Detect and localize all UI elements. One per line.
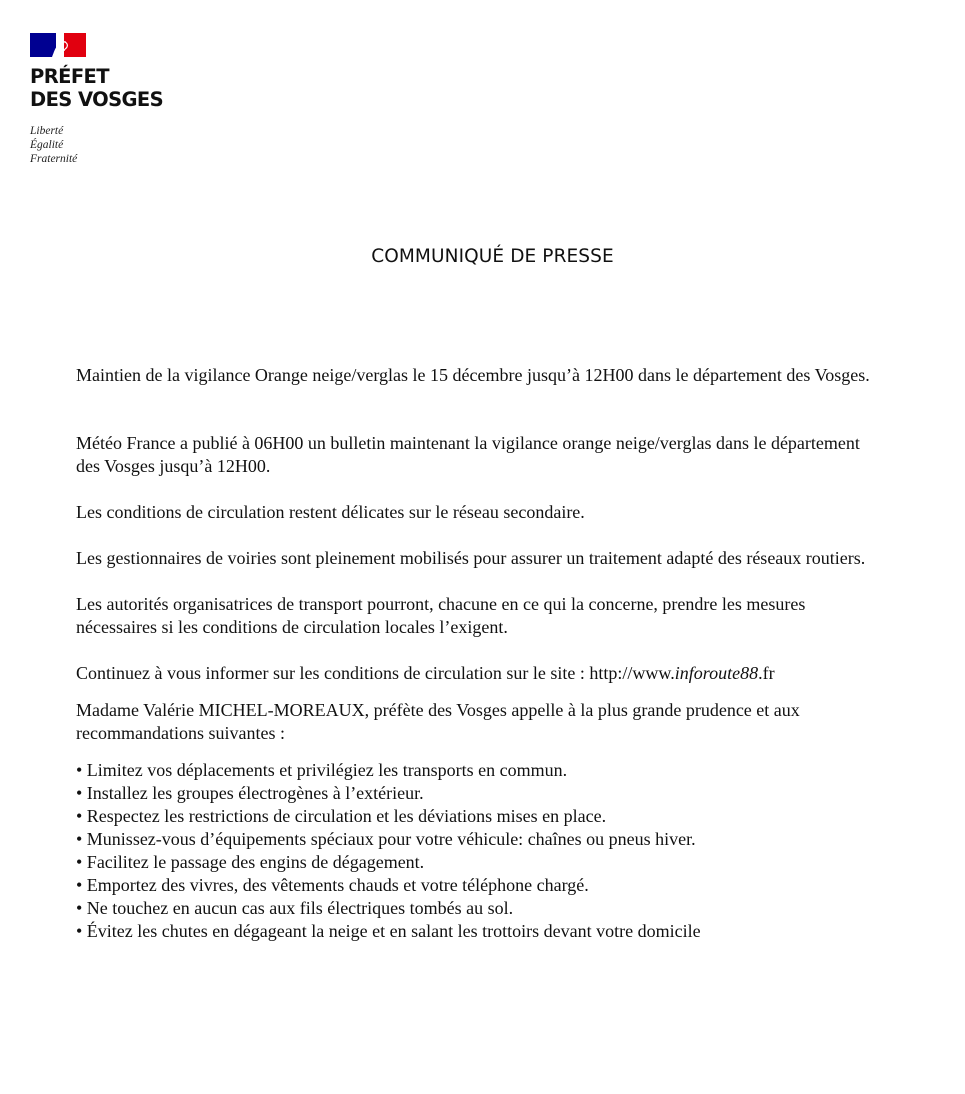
authority-name [30,65,230,111]
website-prefix: Continuez à vous informer sur les conditions de circulation sur le site : http://www. [76,663,675,683]
paragraph-website [76,662,886,685]
republic-motto [30,124,230,166]
motto-fraternite: Fraternité [30,153,78,165]
paragraph-conditions: Les conditions de circulation restent délicates sur le réseau secondaire. [76,502,585,522]
prefecture-header [30,33,230,166]
press-release-body [76,364,886,943]
motto-liberte: Liberté [30,125,64,137]
authority-line-2: DES VOSGES [30,88,164,111]
authority-line-1: PRÉFET [30,65,109,88]
website-suffix: .fr [758,663,775,683]
motto-egalite: Égalité [30,139,64,151]
list-item: • Respectez les restrictions de circulation et les déviations mises en place. [76,806,607,826]
paragraph-appeal: Madame Valérie MICHEL-MOREAUX, préfète des Vosges appelle à la plus grande prudence et aux recommandations suivantes : [76,700,800,743]
list-item: • Ne touchez en aucun cas aux fils électriques tombés au sol. [76,898,514,918]
paragraph-gestionnaires: Les gestionnaires de voiries sont pleinement mobilisés pour assurer un traitement adapté des réseaux routiers. [76,548,866,568]
recommendations-list [76,759,886,943]
list-item: • Munissez-vous d’équipements spéciaux pour votre véhicule: chaînes ou pneus hiver. [76,829,696,849]
list-item: • Évitez les chutes en dégageant la neige et en salant les trottoirs devant votre domicile [76,921,701,941]
list-item: • Emportez des vivres, des vêtements chauds et votre téléphone chargé. [76,875,589,895]
marianne-flag-logo [30,33,86,57]
website-link[interactable]: inforoute88 [674,663,759,683]
document-title: COMMUNIQUÉ DE PRESSE [371,246,614,267]
marianne-profile-icon [30,33,86,57]
list-item: • Facilitez le passage des engins de dégagement. [76,852,425,872]
list-item: • Limitez vos déplacements et privilégiez les transports en commun. [76,760,568,780]
paragraph-meteo: Météo France a publié à 06H00 un bulletin maintenant la vigilance orange neige/verglas dans le département des Vosges jusqu’à 12H00. [76,433,860,476]
list-item: • Installez les groupes électrogènes à l’extérieur. [76,783,424,803]
paragraph-autorites: Les autorités organisatrices de transport pourront, chacune en ce qui la concerne, prendre les mesures nécessaires si les conditions de circulation locales l’exigent. [76,594,806,637]
headline-paragraph: Maintien de la vigilance Orange neige/verglas le 15 décembre jusqu’à 12H00 dans le département des Vosges. [76,365,870,385]
